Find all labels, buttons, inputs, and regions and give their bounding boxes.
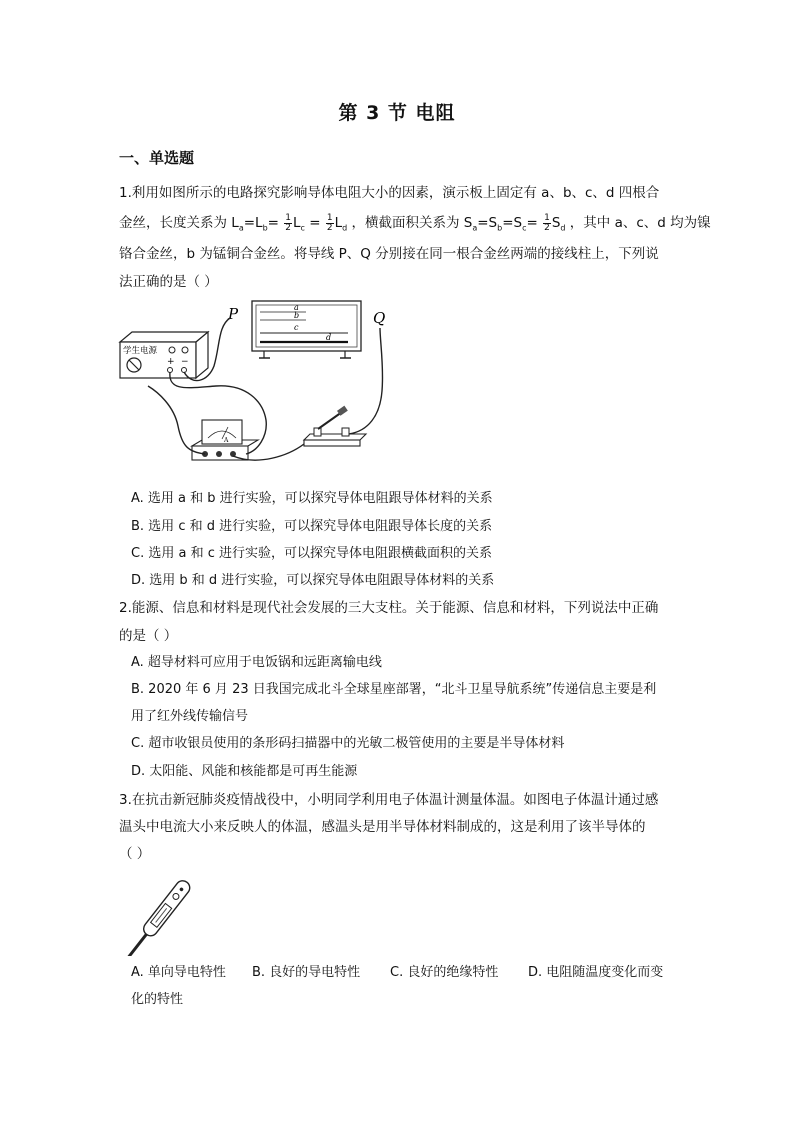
- q1-option-a[interactable]: A. 选用 a 和 b 进行实验，可以探究导体电阻跟导体材料的关系: [131, 491, 493, 506]
- q3-option-d-cont[interactable]: 化的特性: [131, 992, 184, 1007]
- q1-option-c[interactable]: C. 选用 a 和 c 进行实验，可以探究导体电阻跟横截面积的关系: [131, 546, 492, 561]
- fraction-half: $\frac{1}{2}$: [326, 212, 333, 233]
- label-p: P: [228, 305, 239, 323]
- q1-line3: 铬合金丝，b 为锰铜合金丝。将导线 P、Q 分别接在同一根合金丝两端的接线柱上，下列说: [119, 246, 659, 262]
- plus-sign: +: [167, 357, 175, 367]
- q1-line1: 1.利用如图所示的电路探究影响导体电阻大小的因素，演示板上固定有 a、b、c、d 四根合: [119, 185, 660, 201]
- q3-line2: 温头中电流大小来反映人的体温，感温头是用半导体材料制成的，这是利用了该半导体的: [119, 819, 646, 835]
- q1-option-b[interactable]: B. 选用 c 和 d 进行实验，可以探究导体电阻跟导体长度的关系: [131, 519, 493, 534]
- q3-option-b[interactable]: B. 良好的导电特性: [252, 965, 361, 980]
- wire-label-a: a: [294, 303, 299, 312]
- power-supply: [120, 332, 208, 378]
- q2-option-b[interactable]: B. 2020 年 6 月 23 日我国完成北斗全球星座部署，“北斗卫星导航系统”传递信息主要是利: [131, 682, 657, 697]
- q3-line3: （ ）: [119, 846, 151, 862]
- page-title: 第 3 节 电阻: [338, 102, 456, 124]
- wire-label-c: c: [294, 323, 299, 332]
- demo-board: [252, 301, 361, 358]
- q2-line2: 的是（ ）: [119, 628, 178, 644]
- q3-option-c[interactable]: C. 良好的绝缘特性: [390, 965, 499, 980]
- switch: [304, 406, 366, 446]
- q2-option-c[interactable]: C. 超市收银员使用的条形码扫描器中的光敏二极管使用的主要是半导体材料: [131, 736, 565, 751]
- circuit-figure: [118, 296, 410, 468]
- section-heading: 一、单选题: [119, 149, 195, 167]
- meter-label: A: [224, 437, 229, 444]
- q3-option-d[interactable]: D. 电阻随温度变化而变: [528, 965, 664, 980]
- power-label: 学生电源: [123, 346, 158, 356]
- q3-option-a[interactable]: A. 单向导电特性: [131, 965, 226, 980]
- fraction-half: $\frac{1}{2}$: [544, 212, 550, 233]
- q2-option-b-cont[interactable]: 用了红外线传输信号: [131, 709, 249, 724]
- q3-line1: 3.在抗击新冠肺炎疫情战役中，小明同学利用电子体温计测量体温。如图电子体温计通过感: [119, 792, 659, 808]
- q2-option-a[interactable]: A. 超导材料可应用于电饭锅和远距离输电线: [131, 655, 382, 670]
- fraction-half: $\frac{1}{2}$: [285, 212, 291, 233]
- wire-label-b: b: [294, 311, 300, 320]
- q1-line4: 法正确的是（ ）: [119, 274, 218, 290]
- label-q: Q: [373, 309, 386, 327]
- q1-option-d[interactable]: D. 选用 b 和 d 进行实验，可以探究导体电阻跟导体材料的关系: [131, 573, 495, 588]
- q1-line2: 金丝，长度关系为 $L_a=L_b=$ $\frac{1}{2}$ $L_c$ = $\frac{1}{2}$ $L_d$ ，横截面积关系为 $S_a=S_b=S_c=$ $\frac{1}{2}$ $S_d$ ，其中 a、c、d 均为镍: [119, 212, 711, 233]
- wire-label-d: d: [326, 333, 332, 342]
- thermometer-figure: [118, 870, 208, 956]
- thermometer-probe: [124, 934, 146, 956]
- minus-sign: −: [181, 357, 189, 367]
- q2-option-d[interactable]: D. 太阳能、风能和核能都是可再生能源: [131, 764, 358, 779]
- q2-line1: 2.能源、信息和材料是现代社会发展的三大支柱。关于能源、信息和材料，下列说法中正确: [119, 600, 659, 616]
